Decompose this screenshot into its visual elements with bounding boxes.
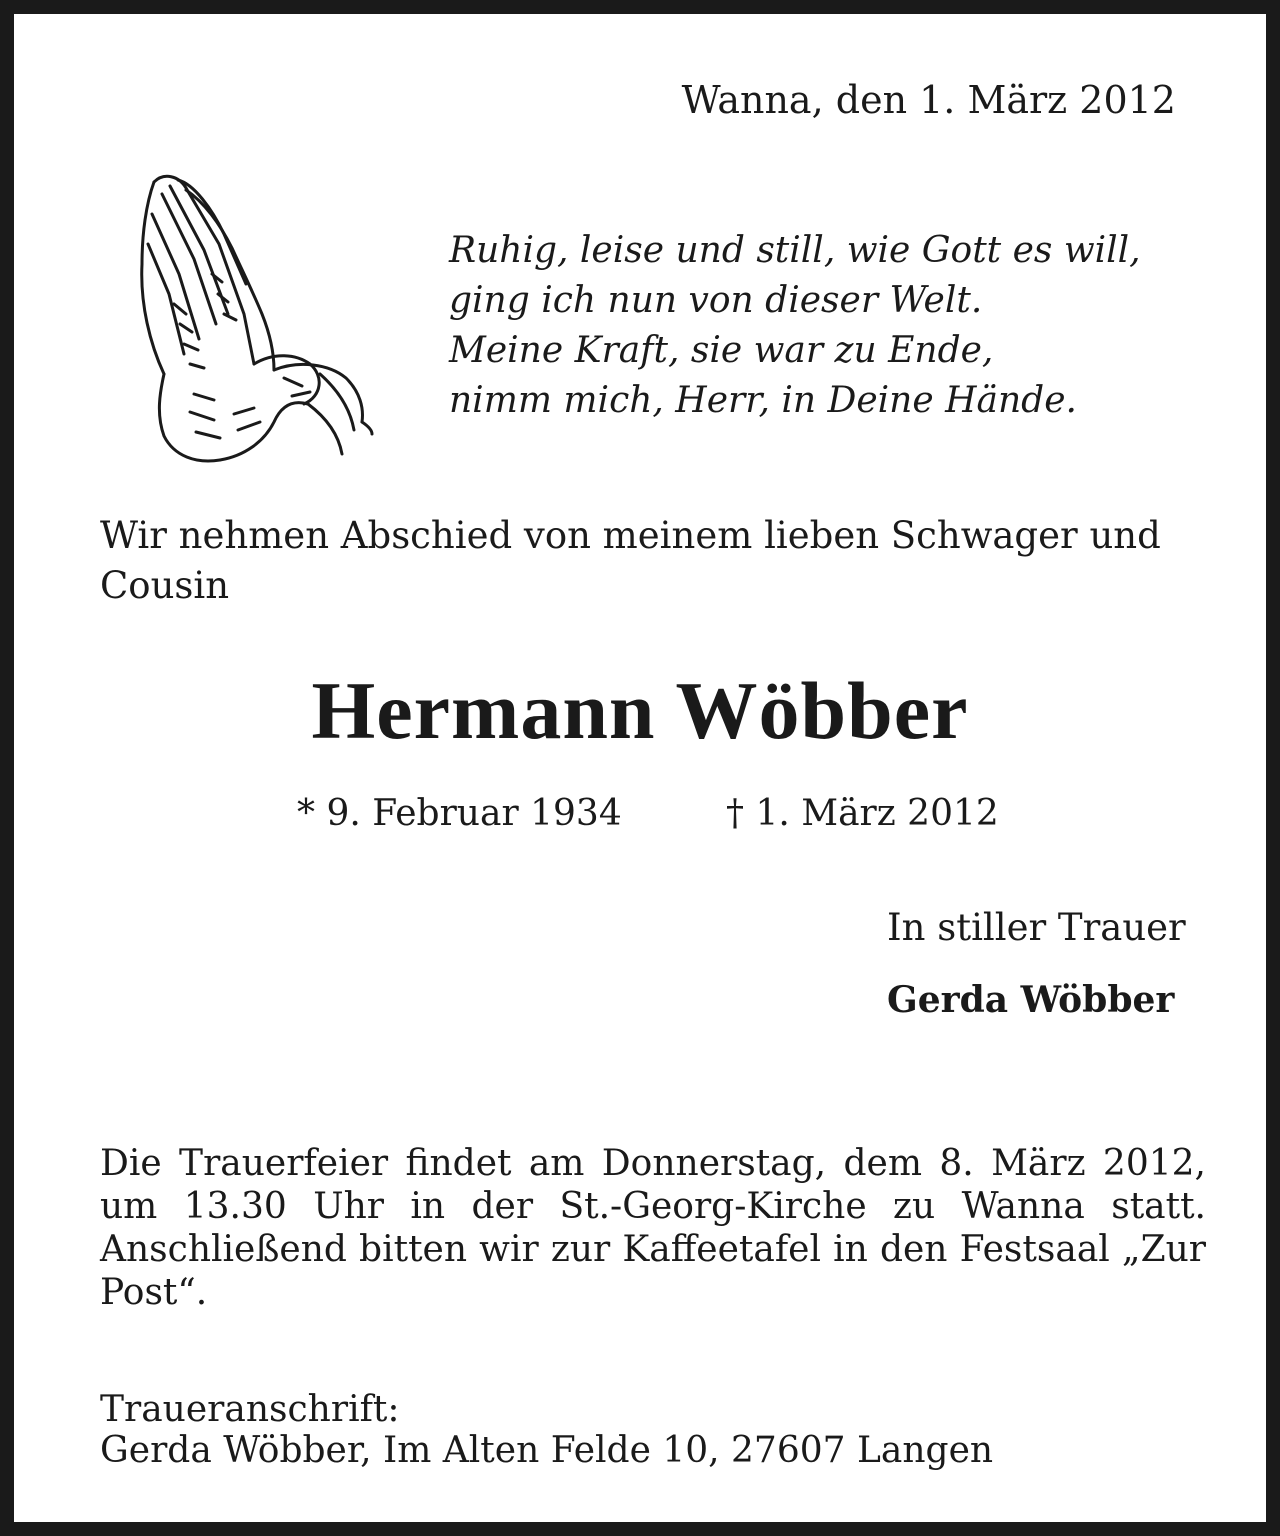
intro-text: Wir nehmen Abschied von meinem lieben Schwager und Cousin (100, 514, 1161, 607)
poem-line: Meine Kraft, sie war zu Ende, (449, 330, 994, 371)
signer-name: Gerda Wöbber (887, 979, 1175, 1021)
poem-line: ging ich nun von dieser Welt. (449, 280, 983, 321)
death-date: † 1. März 2012 (726, 793, 999, 834)
mourning-line: In stiller Trauer (887, 906, 1186, 949)
poem-line: Ruhig, leise und still, wie Gott es will, (449, 230, 1141, 271)
address-label: Traueranschrift: (100, 1389, 400, 1430)
poem-line: nimm mich, Herr, in Deine Hände. (449, 380, 1077, 421)
dateline: Wanna, den 1. März 2012 (681, 78, 1176, 122)
deceased-name: Hermann Wöbber (311, 665, 969, 756)
mourning-address: Gerda Wöbber, Im Alten Felde 10, 27607 Langen (100, 1430, 994, 1471)
funeral-service-text: Die Trauerfeier findet am Donnerstag, dem 8. März 2012, um 13.30 Uhr in der St.-Georg-Kirche zu Wanna statt. Anschließend bitten wir zur Kaffeetafel in den Festsaal „Zur Post“. (100, 1143, 1206, 1313)
poem (449, 226, 1141, 426)
birth-date: * 9. Februar 1934 (297, 793, 622, 834)
praying-hands-icon (124, 164, 374, 469)
